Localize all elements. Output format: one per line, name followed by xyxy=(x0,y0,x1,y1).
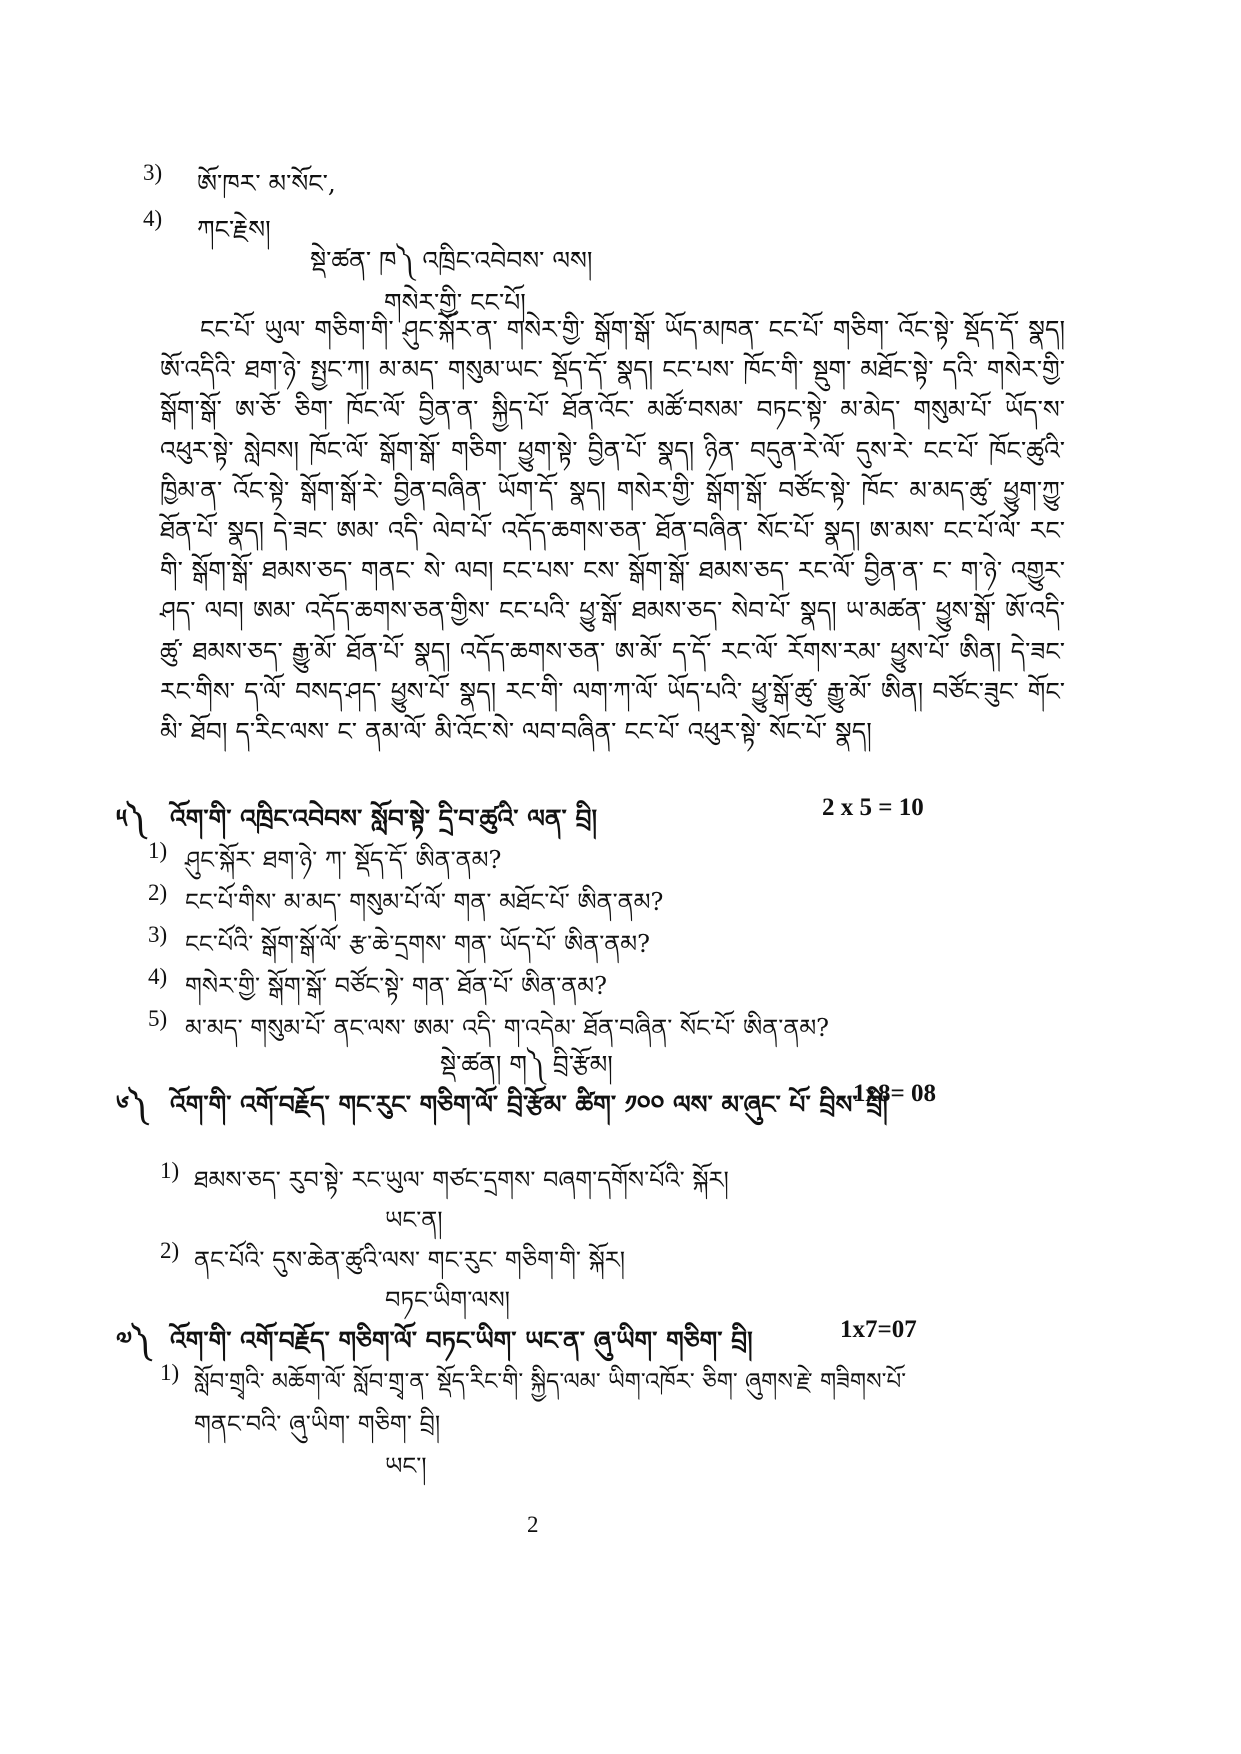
page-number: 2 xyxy=(527,1512,539,1537)
section-heading: སྡེ་ཚན། ག༽ བྲི་རྩོམ། xyxy=(440,1050,613,1079)
sub-question-number: 1) xyxy=(148,838,168,863)
item-text: ཨོ་ཁར་ མ་སོང་, xyxy=(197,169,336,198)
sub-question-number: 4) xyxy=(148,964,168,989)
sub-question-text-continued: གནང་བའི་ ཞུ་ཡིག་ གཅིག་ བྲི། xyxy=(194,1410,441,1438)
sub-question-number: 1) xyxy=(160,1158,180,1183)
or-label: ཡང་། xyxy=(385,1452,427,1480)
sub-question-text: ཤུང་སྐོར་ ཐག་ཉེ་ ཀ་ སྡོད་དོ་ ཨིན་ནམ? xyxy=(185,846,502,874)
sub-question-number: 1) xyxy=(160,1360,180,1385)
sub-question-text: ངང་པོའི་ སྒོག་སྒོ་ལོ་ རྩ་ཆེ་དྲགས་ གན་ ཡོད་པོ་ ཨིན་ནམ? xyxy=(185,930,650,958)
question-title: འོག་གི་ འགོ་བརྗོད་ གང་རུང་ གཅིག་ལོ་ བྲི་རྩོམ་ ཚིག་ ༡༠༠ ལས་ མ་ཞུང་ པོ་ བྲིས་ བྲི། xyxy=(170,1090,888,1119)
sub-question-text: གསེར་གྱི་ སྒོག་སྒོ་ བཙོང་སྟེ་ གན་ ཐོན་པོ་ ཨིན་ནམ? xyxy=(185,972,608,1000)
sub-question-text: ངང་པོ་གིས་ མ་མད་ གསུམ་པོ་ལོ་ གན་ མཐོང་པོ་ ཨིན་ནམ? xyxy=(185,888,664,916)
item-text: ཀང་རྗེས། xyxy=(197,215,271,244)
question-marks: 2 x 5 = 10 xyxy=(822,794,924,821)
sub-question-number: 3) xyxy=(148,922,168,947)
sub-question-number: 2) xyxy=(160,1238,180,1263)
sub-question-text: སློབ་གྲྭའི་ མཆོག་ལོ་ སློབ་གྲྭ་ན་ སྡོད་རིང་གི་ སྐྱིད་ལམ་ ཡིག་འཁོར་ ཅིག་ ཞུགས་རྗེ་ གཟིགས་པོ་ xyxy=(194,1369,907,1395)
question-number: ༧༽ xyxy=(116,1326,150,1355)
item-number: 3) xyxy=(143,160,163,185)
sub-question-text: ནང་པོའི་ དུས་ཆེན་ཚུའི་ལས་ གང་རུང་ གཅིག་གི་ སྐོར། xyxy=(194,1246,626,1274)
question-title: འོག་གི་ འཁྲིང་འབེབས་ སློབ་སྟེ་ དྲི་བ་ཚུའི་ ལན་ བྲི། xyxy=(170,804,598,833)
item-number: 4) xyxy=(143,206,163,231)
question-number: ༦༽ xyxy=(116,1090,147,1119)
letter-section-heading: བཏང་ཡིག་ལས། xyxy=(385,1286,510,1314)
sub-question-number: 2) xyxy=(148,880,168,905)
sub-question-number: 5) xyxy=(148,1006,168,1031)
question-marks: 1x8= 08 xyxy=(853,1080,936,1107)
section-heading: སྡེ་ཚན་ ཁ༽ འཁྲིང་འབེབས་ ལས། xyxy=(310,246,593,275)
or-label: ཡང་ན། xyxy=(385,1206,443,1234)
sub-question-text: ཐམས་ཅད་ རུབ་སྟེ་ རང་ཡུལ་ གཙང་དྲགས་ བཞག་དགོས་པོའི་ སྐོར། xyxy=(194,1166,729,1194)
story-passage: ངང་པོ་ ཡུལ་ གཅིག་གི་ ཤུང་སྐོར་ན་ གསེར་གྱི་ སྒོག་སྒོ་ ཡོད་མཁན་ ངང་པོ་ གཅིག་ འོང་སྟེ་ སྡོད་དོ་ སྣད། ཨོ་འདིའི་ ཐག་ཉེ་ སྤྱང་ཀ། མ་མད་ གསུམ་ཡང་ སྡོད་དོ་ སྣད། ངང་པས་ ཁོང་གི་ སྡུག་ མཐོང་སྟེ་ དའི་ གསེར་གྱི་ སྒོག་སྒོ་ ཨ་ཅོ་ ཅིག་ ཁོང་ལོ་ བྱིན་ན་ སྐྱིད་པོ་ ཐོན་འོང་ མཚོ་བསམ་ བཏང་སྟེ་ མ་མེད་ གསུམ་པོ་ ཡོད་ས་ འཕུར་སྟེ་ སླེབས། ཁོང་ལོ་ སྒོག་སྒོ་ གཅིག་ ཕྱུག་སྟེ་ བྱིན་པོ་ སྣད། ཉིན་ བདུན་རེ་ལོ་ དུས་རེ་ ངང་པོ་ ཁོང་ཚུའི་ ཁྱིམ་ན་ འོང་སྟེ་ སྒོག་སྒོ་རེ་ བྱིན་བཞིན་ ཡོག་དོ་ སྣད། གསེར་གྱི་ སྒོག་སྒོ་ བཙོང་སྟེ་ ཁོང་ མ་མད་ཚུ་ ཕྱུག་ཀྱུ་ ཐོན་པོ་ སྣད། དེ་ཟང་ ཨམ་ འདི་ ལེབ་པོ་ འདོད་ཆགས་ཅན་ ཐོན་བཞིན་ སོང་པོ་ སྣད། ཨ་མས་ ངང་པོ་ལོ་ རང་གི་ སྒོག་སྒོ་ ཐམས་ཅད་ གནང་ སེ་ ལབ། ངང་པས་ ངས་ སྒོག་སྒོ་ ཐམས་ཅད་ རང་ལོ་ བྱིན་ན་ ང་ ག་ཉེ་ འགྱུར་ཤད་ ལབ། ཨམ་ འདོད་ཆགས་ཅན་གྱིས་ ངང་པའི་ ཕྱུ་སྒོ་ ཐམས་ཅད་ སེབ་པོ་ སྣད། ཡ་མཚན་ ཕྱུས་སྒོ་ ཨོ་འདི་ཚུ་ ཐམས་ཅད་ རྒྱུ་མོ་ ཐོན་པོ་ སྣད། འདོད་ཆགས་ཅན་ ཨ་མོ་ ད་དོ་ རང་ལོ་ རོགས་རམ་ ཕྱུས་པོ་ ཨིན། དེ་ཟང་ རང་གིས་ ད་ལོ་ བསད་ཤད་ ཕྱུས་པོ་ སྣད། རང་གི་ ལག་ཀ་ལོ་ ཡོད་པའི་ ཕྱུ་སྒོ་ཚུ་ རྒྱུ་མོ་ ཨིན། བཙོང་ཟུང་ གོང་མི་ ཐོབ། ད་རིང་ལས་ ང་ ནམ་ལོ་ མི་འོང་སེ་ ལབ་བཞིན་ ངང་པོ་ འཕུར་སྟེ་ སོང་པོ་ སྣད། xyxy=(160,315,1065,747)
story-title: གསེར་གྱི་ ངང་པོ། xyxy=(384,288,526,317)
question-number: ༥༽ xyxy=(116,804,146,833)
sub-question-text: མ་མད་ གསུམ་པོ་ ནང་ལས་ ཨམ་ འདི་ ག་འདེམ་ ཐོན་བཞིན་ སོང་པོ་ ཨིན་ནམ? xyxy=(185,1014,830,1042)
question-title: འོག་གི་ འགོ་བརྗོད་ གཅིག་ལོ་ བཏང་ཡིག་ ཡང་ན་ ཞུ་ཡིག་ གཅིག་ བྲི། xyxy=(170,1326,753,1355)
question-marks: 1x7=07 xyxy=(840,1316,917,1343)
